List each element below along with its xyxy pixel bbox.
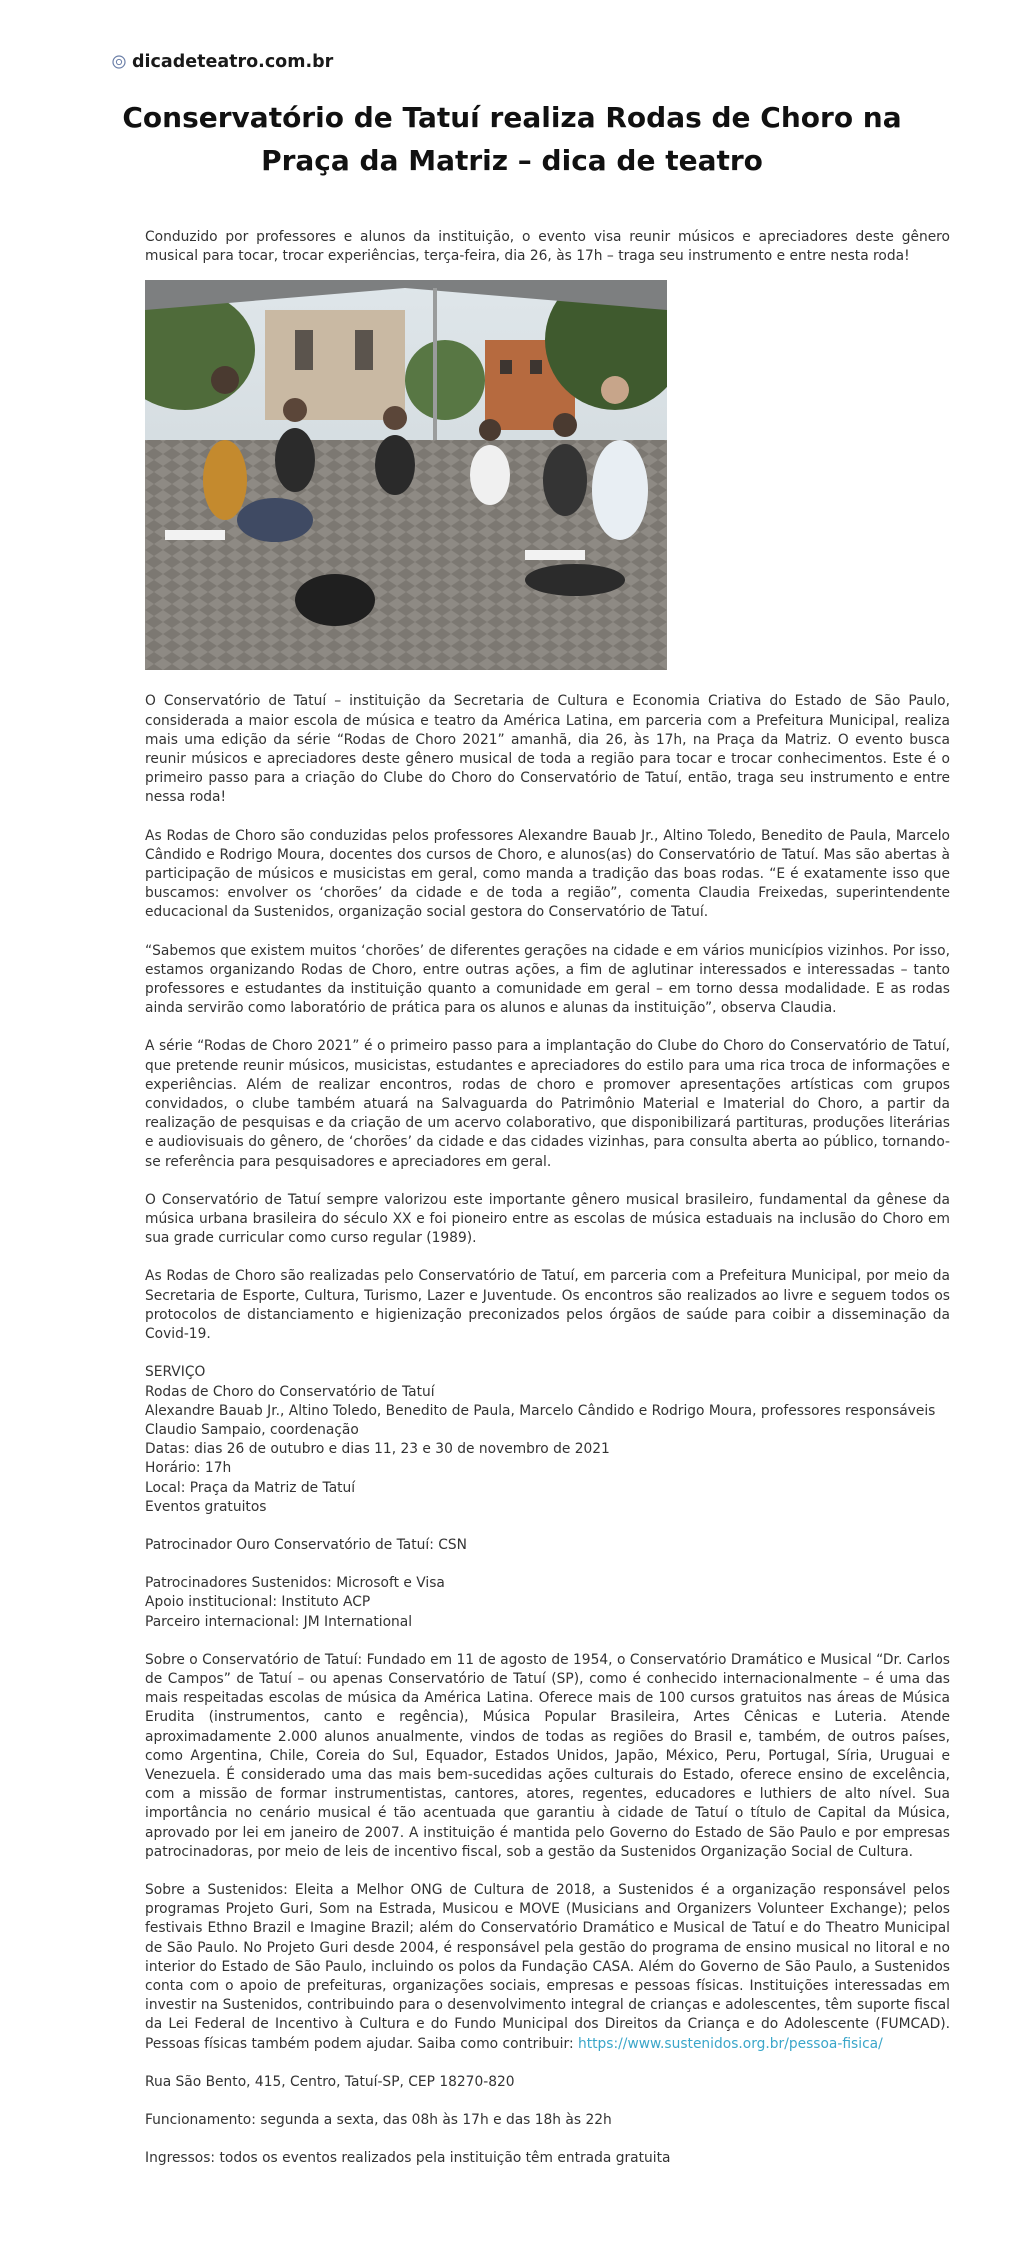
service-time: Horário: 17h xyxy=(145,1460,232,1477)
service-event: Rodas de Choro do Conservatório de Tatuí xyxy=(145,1383,435,1400)
globe-icon xyxy=(112,55,126,69)
article-paragraph: “Sabemos que existem muitos ‘chorões’ de diferentes gerações na cidade e em vários municípios vizinhos. Por isso, estamos organizando Rodas de Choro, entre outras ações, a fim de aglutinar interessados e interessadas – tanto professores e estudantes da instituição quanto a comunidade em geral – em torno dessa modalidade. E as rodas ainda servirão como laboratório de prática para os alunos e alunas da instituição”, observa Claudia. xyxy=(145,942,950,1017)
article-lead: Conduzido por professores e alunos da instituição, o evento visa reunir músicos e apreciadores deste gênero musical para tocar, trocar experiências, terça-feira, dia 26, às 17h – traga seu instrumento e entre nesta roda! xyxy=(145,229,950,265)
service-professors: Alexandre Bauab Jr., Altino Toledo, Benedito de Paula, Marcelo Cândido e Rodrigo Moura, professores responsáveis xyxy=(145,1402,936,1419)
article-paragraph: O Conservatório de Tatuí sempre valorizou este importante gênero musical brasileiro, fundamental da gênese da música urbana brasileira do século XX e foi pioneiro entre as escolas de música estaduais na inclusão do Choro em sua grade curricular como curso regular (1989). xyxy=(145,1191,950,1247)
sponsors: Patrocinadores Sustenidos: Microsoft e Visa xyxy=(145,1575,445,1592)
article-paragraph: As Rodas de Choro são conduzidas pelos professores Alexandre Bauab Jr., Altino Toledo, Benedito de Paula, Marcelo Cândido e Rodrigo Moura, docentes dos cursos de Choro, e alunos(as) do Conservatório de Tatuí. Mas são abertas à participação de músicos e musicistas em geral, como manda a tradição das boas rodas. “E é exatamente isso que buscamos: envolver os ‘chorões’ da cidade e de toda a região”, comenta Claudia Freixedas, superintendente educacional da Sustenidos, organização social gestora do Conservatório de Tatuí. xyxy=(145,827,950,921)
about-conservatory: Sobre o Conservatório de Tatuí: Fundado em 11 de agosto de 1954, o Conservatório Dramático e Musical “Dr. Carlos de Campos” de Tatuí – ou apenas Conservatório de Tatuí (SP), como é conhecido internacionalmente – é uma das mais respeitadas escolas de música da América Latina. Oferece mais de 100 cursos gratuitos nas áreas de Música Erudita (instrumentos, canto e regência), Música Popular Brasileira, Artes Cênicas e Luteria. Atende aproximadamente 2.000 alunos anualmente, vindos de todas as regiões do Brasil e, também, de outros países, como Argentina, Chile, Coreia do Sul, Equador, Estados Unidos, Japão, México, Peru, Portugal, Síria, Uruguai e Venezuela. É considerado uma das mais bem-sucedidas ações culturais do Estado, oferece ensino de excelência, com a missão de formar instrumentistas, cantores, atores, regentes, educadores e luthiers de alto nível. Sua importância no cenário musical é tão acentuada que garantiu à cidade de Tatuí o título de Capital da Música, aprovado por lei em janeiro de 2007. A instituição é mantida pelo Governo do Estado de São Paulo e por empresas patrocinadoras, por meio de leis de incentivo fiscal, sob a gestão da Sustenidos Organização Social de Cultura. xyxy=(145,1651,950,1860)
article-paragraph: A série “Rodas de Choro 2021” é o primeiro passo para a implantação do Clube do Choro do Conservatório de Tatuí, que pretende reunir músicos, musicistas, estudantes e apreciadores do estilo para uma rica troca de informações e experiências. Além de realizar encontros, rodas de choro e promover apresentações artísticas com grupos convidados, o clube também atuará na Salvaguarda do Patrimônio Material e Imaterial do Choro, a partir da realização de pesquisas e da criação de um acervo colaborativo, que disponibilizará partituras, produções literárias e audiovisuais do gênero, de ‘chorões’ da cidade e das cidades vizinhas, para consulta aberta ao público, tornando-se referência para pesquisadores e apreciadores em geral. xyxy=(145,1038,950,1170)
tickets-info: Ingressos: todos os eventos realizados pela instituição têm entrada gratuita xyxy=(145,2150,671,2167)
article-body xyxy=(145,228,950,2187)
service-block xyxy=(145,1363,950,1517)
service-price: Eventos gratuitos xyxy=(145,1498,267,1515)
sponsor-gold: Patrocinador Ouro Conservatório de Tatuí: CSN xyxy=(145,1536,467,1553)
article-photo xyxy=(145,280,667,670)
service-dates: Datas: dias 26 de outubro e dias 11, 23 e 30 de novembro de 2021 xyxy=(145,1441,610,1458)
article-paragraph: As Rodas de Choro são realizadas pelo Conservatório de Tatuí, em parceria com a Prefeitura Municipal, por meio da Secretaria de Esporte, Cultura, Turismo, Lazer e Juventude. Os encontros são realizados ao livre e seguem todos os protocolos de distanciamento e higienização preconizados pelos órgãos de saúde para coibir a disseminação da Covid-19. xyxy=(145,1268,950,1343)
institutional-support: Apoio institucional: Instituto ACP xyxy=(145,1594,371,1611)
site-header xyxy=(112,52,333,72)
article-title: Conservatório de Tatuí realiza Rodas de Choro na Praça da Matriz – dica de teatro xyxy=(122,101,902,177)
service-place: Local: Praça da Matriz de Tatuí xyxy=(145,1479,356,1496)
about-sustenidos xyxy=(145,1881,950,2054)
sustenidos-link[interactable]: https://www.sustenidos.org.br/pessoa-fisica/ xyxy=(577,2035,883,2052)
article-paragraph: O Conservatório de Tatuí – instituição da Secretaria de Cultura e Economia Criativa do Estado de São Paulo, considerada a maior escola de música e teatro da América Latina, em parceria com a Prefeitura Municipal, realiza mais uma edição da série “Rodas de Choro 2021” amanhã, dia 26, às 17h, na Praça da Matriz. O evento busca reunir músicos e apreciadores deste gênero musical de toda a região para tocar e trocar conhecimentos. Este é o primeiro passo para a criação do Clube do Choro do Conservatório de Tatuí, então, traga seu instrumento e entre nessa roda! xyxy=(145,693,950,806)
opening-hours: Funcionamento: segunda a sexta, das 08h às 17h e das 18h às 22h xyxy=(145,2112,612,2128)
service-coordination: Claudio Sampaio, coordenação xyxy=(145,1421,359,1438)
service-heading: SERVIÇO xyxy=(145,1364,206,1381)
address: Rua São Bento, 415, Centro, Tatuí-SP, CEP 18270-820 xyxy=(145,2073,515,2090)
sponsors-block xyxy=(145,1574,950,1632)
site-name[interactable]: dicadeteatro.com.br xyxy=(132,52,334,72)
international-partner: Parceiro internacional: JM International xyxy=(145,1613,413,1630)
about-sustenidos-text: Sobre a Sustenidos: Eleita a Melhor ONG de Cultura de 2018, a Sustenidos é a organização responsável pelos programas Projeto Guri, Som na Estrada, Musicou e MOVE (Musicians and Organizers Volunteer Exchange); pelos festivais Ethno Brazil e Imagine Brazil; além do Conservatório Dramático e Musical de Tatuí e do Theatro Municipal de São Paulo. No Projeto Guri desde 2004, é responsável pela gestão do programa de ensino musical no litoral e no interior do Estado de São Paulo, incluindo os polos da Fundação CASA. Além do Governo de São Paulo, a Sustenidos conta com o apoio de prefeituras, organizações sociais, empresas e pessoas físicas. Instituições interessadas em investir na Sustenidos, contribuindo para o desenvolvimento integral de crianças e adolescentes, têm suporte fiscal da Lei Federal de Incentivo à Cultura e do Fundo Municipal dos Direitos da Criança e do Adolescente (FUMCAD). Pessoas físicas também podem ajudar. Saiba como contribuir: xyxy=(145,1881,950,2052)
